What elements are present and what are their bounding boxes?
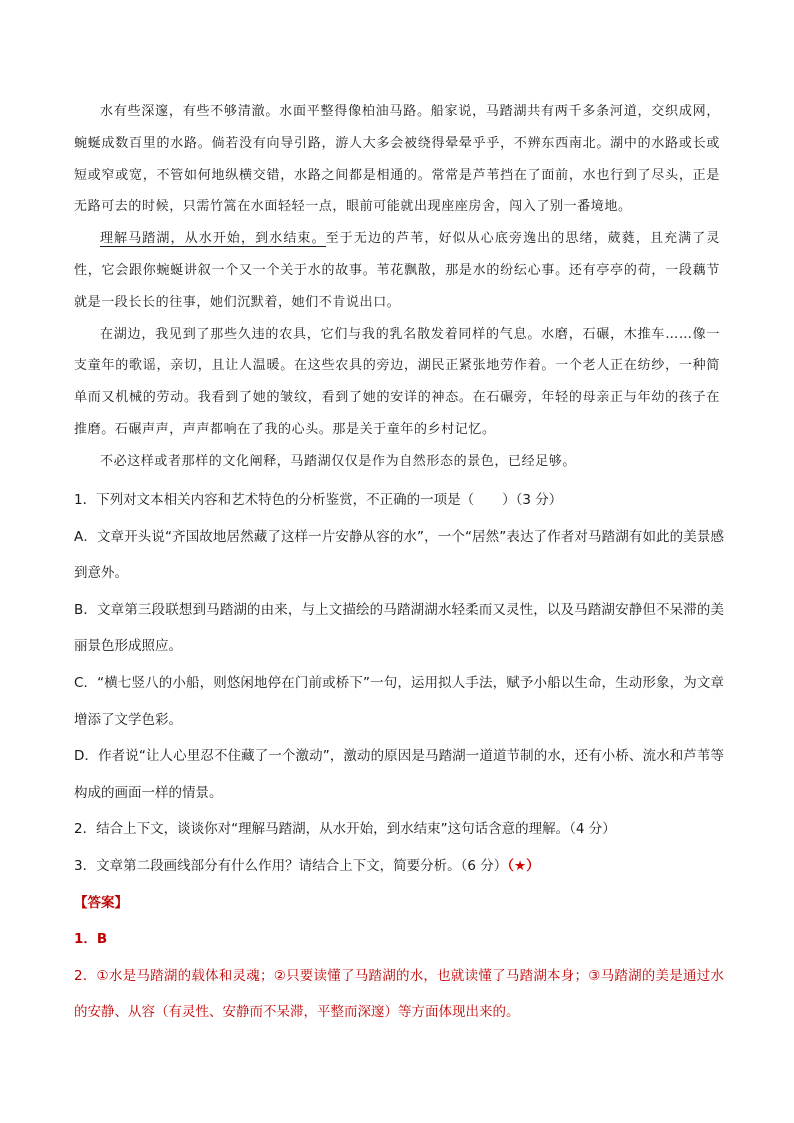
questions-section: [74, 482, 724, 1031]
option-d: D．作者说“让人心里忍不住藏了一个激动”，激动的原因是马踏湖一道道节制的水，还有小桥、流水和芦苇等构成的画面一样的情景。: [74, 748, 724, 801]
underlined-sentence: 理解马踏湖，从水开始，到水结束。: [100, 231, 326, 247]
question-1-score: ）（3 分）: [502, 492, 563, 508]
question-3: [74, 848, 724, 885]
passage-paragraph-4: 不必这样或者那样的文化阐释，马踏湖仅仅是作为自然形态的景色，已经足够。: [100, 453, 577, 469]
option-a: A．文章开头说“齐国故地居然藏了这样一片安静从容的水”，一个“居然”表达了作者对马踏湖有如此的美景感到意外。: [74, 528, 724, 582]
answer-1: 1．B: [74, 931, 108, 948]
question-1: [74, 482, 724, 519]
star-icon: ★: [513, 857, 527, 874]
option-b: B．文章第三段联想到马踏湖的由来，与上文描绘的马踏湖湖水轻柔而又灵性，以及马踏湖安静但不呆滞的美丽景色形成照应。: [74, 601, 724, 655]
star-mark-close: ）: [526, 857, 540, 874]
question-1-stem: 1．下列对文本相关内容和艺术特色的分析鉴赏，不正确的一项是（: [74, 492, 475, 508]
answer-2: 2．①水是马踏湖的载体和灵魂；②只要读懂了马踏湖的水，也就读懂了马踏湖本身；③马踏湖的美是通过水的安静、从容（有灵性、安静而不呆滞，平整而深邃）等方面体现出来的。: [74, 967, 724, 1021]
question-2: 2．结合上下文，谈谈你对“理解马踏湖，从水开始，到水结束”这句话含意的理解。（4 分）: [74, 821, 616, 838]
passage-paragraph-1: 水有些深邃，有些不够清澈。水面平整得像柏油马路。船家说，马踏湖共有两千多条河道，交织成网，蜿蜒成数百里的水路。倘若没有向导引路，游人大多会被绕得晕晕乎乎，不辨东西南北。湖中的水路或长或短或窄或宽，不管如何地纵横交错，水路之间都是相通的。常常是芦苇挡在了面前，水也行到了尽头，正是无路可去的时候，只需竹篙在水面轻轻一点，眼前可能就出现座座房舍，闯入了别一番境地。: [74, 104, 720, 215]
passage-paragraph-2: [74, 223, 720, 318]
answer-header: 【答案】: [74, 894, 128, 911]
star-mark-open: （: [507, 857, 514, 874]
option-c: C．“横七竖八的小船，则悠闲地停在门前或桥下”一句，运用拟人手法，赋予小船以生命，生动形象，为文章增添了文学色彩。: [74, 674, 724, 728]
reading-passage: [74, 96, 720, 478]
question-3-text: 3．文章第二段画线部分有什么作用？请结合上下文，简要分析。（6 分）: [74, 857, 508, 874]
passage-paragraph-2-rest: 至于无边的芦苇，好似从心底旁逸出的思绪，葳蕤，且充满了灵性，它会跟你蜿蜒讲叙一个又一个关于水的故事。苇花飘散，那是水的纷纭心事。还有亭亭的荷，一段藕节就是一段长长的往事，她们沉默着，她们不肯说出口。: [74, 231, 720, 310]
passage-paragraph-3: 在湖边，我见到了那些久违的农具，它们与我的乳名散发着同样的气息。水磨，石碾，木推车……像一支童年的歌谣，亲切，且让人温暖。在这些农具的旁边，湖民正紧张地劳作着。一个老人正在纺纱，一种简单而又机械的劳动。我看到了她的皱纹，看到了她的安详的神态。在石碾旁，年轻的母亲正与年幼的孩子在推磨。石碾声声，声声都响在了我的心头。那是关于童年的乡村记忆。: [74, 326, 720, 437]
